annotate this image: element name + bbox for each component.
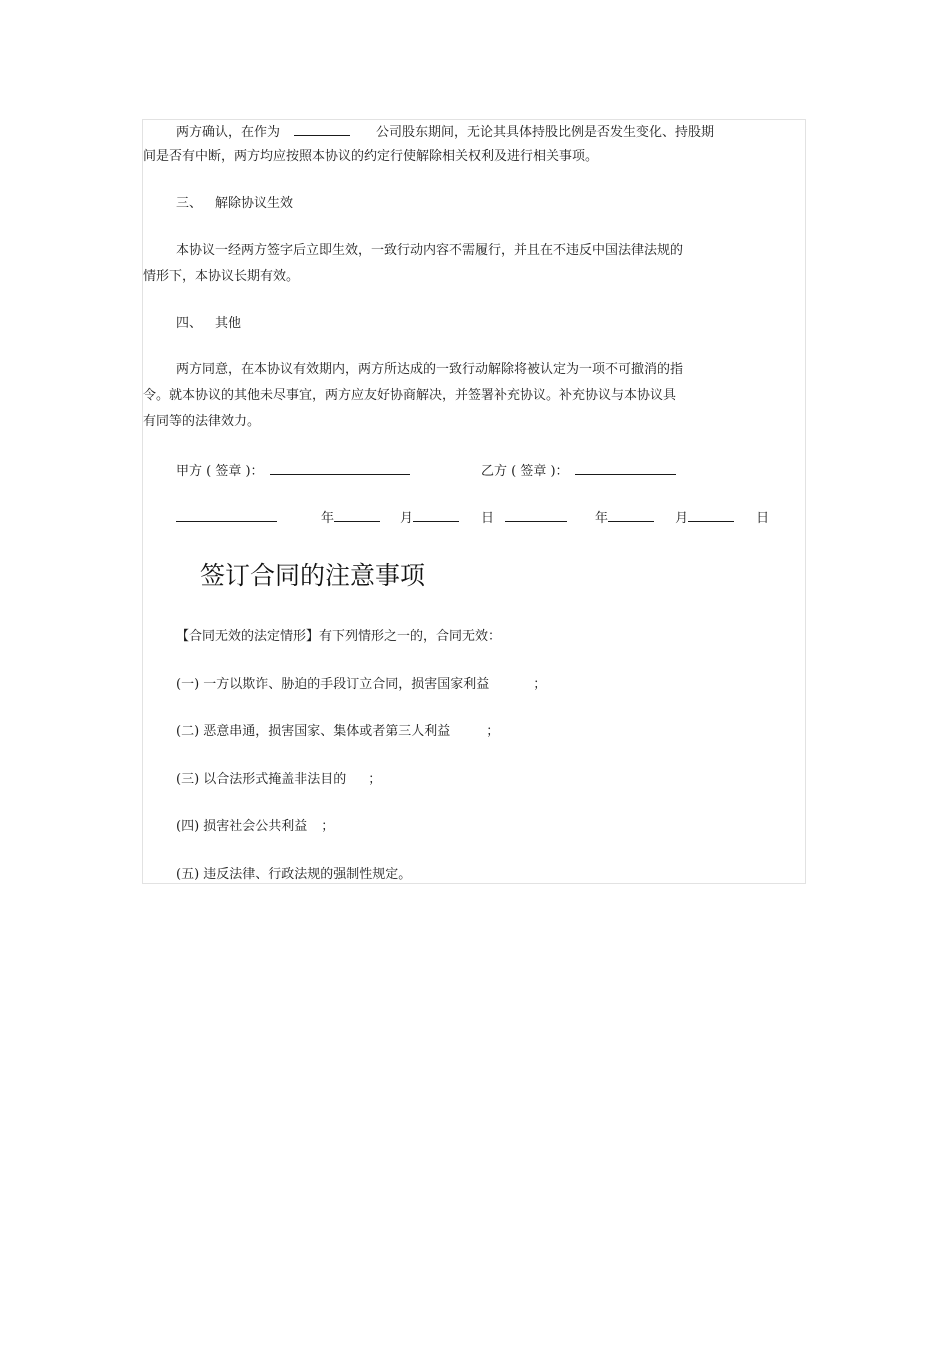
party-b-year-blank (608, 509, 654, 522)
paragraph-1-suffix: 公司股东期间，无论其具体持股比例是否发生变化、持股期 (376, 125, 715, 140)
party-a-year-label: 年 (321, 511, 335, 526)
section-4-heading (176, 316, 241, 332)
notes-item-1 (176, 677, 546, 693)
party-a-year-blank (334, 509, 380, 522)
date-line (176, 509, 769, 527)
notes-item-4-text: (四) 损害社会公共利益 (176, 819, 308, 834)
party-b-date-blank (505, 509, 567, 522)
page-frame (142, 119, 806, 884)
section-4-number: 四、 (176, 316, 203, 331)
notes-item-3-end: ； (368, 772, 382, 787)
party-a-name-blank (176, 509, 277, 522)
paragraph-1-line-2: 间是否有中断，两方均应按照本协议的约定行使解除相关权利及进行相关事项。 (143, 149, 599, 164)
notes-item-1-text: (一) 一方以欺诈、胁迫的手段订立合同，损害国家利益 (176, 677, 490, 692)
notes-title: 签订合同的注意事项 (200, 561, 426, 590)
notes-item-3 (176, 772, 381, 788)
party-b-month-blank (688, 509, 734, 522)
party-b-day-label: 日 (756, 511, 770, 526)
section-4-line-2: 令。就本协议的其他未尽事宜，两方应友好协商解决，并签署补充协议。补充协议与本协议具 (143, 388, 677, 403)
paragraph-1-prefix: 两方确认，在作为 (176, 125, 281, 140)
section-3-line-2: 情形下，本协议长期有效。 (143, 269, 300, 284)
company-name-blank (294, 123, 350, 136)
notes-item-4 (176, 819, 334, 835)
notes-intro: 【合同无效的法定情形】有下列情形之一的，合同无效： (176, 629, 502, 644)
party-b-signature (481, 462, 676, 480)
section-4-line-3: 有同等的法律效力。 (143, 414, 261, 429)
party-b-signature-blank (575, 462, 676, 475)
notes-item-3-text: (三) 以合法形式掩盖非法目的 (176, 772, 347, 787)
section-3-number: 三、 (176, 196, 203, 211)
paragraph-1-line-1 (176, 123, 714, 141)
section-4-line-1: 两方同意，在本协议有效期内，两方所达成的一致行动解除将被认定为一项不可撤消的指 (176, 362, 684, 377)
party-a-month-blank (413, 509, 459, 522)
notes-item-1-end: ； (533, 677, 547, 692)
section-4-title: 其他 (215, 316, 242, 331)
section-3-title: 解除协议生效 (215, 196, 294, 211)
notes-item-2 (176, 724, 499, 740)
party-b-year-label: 年 (595, 511, 609, 526)
notes-item-5 (176, 867, 411, 883)
party-a-month-label: 月 (400, 511, 414, 526)
party-a-label: 甲方 ( 签章 )： (176, 464, 264, 479)
party-b-label: 乙方 ( 签章 )： (481, 464, 569, 479)
notes-item-2-end: ； (486, 724, 500, 739)
notes-item-4-end: ； (321, 819, 335, 834)
notes-item-5-text: (五) 违反法律、行政法规的强制性规定。 (176, 867, 412, 882)
party-a-signature-blank (270, 462, 410, 475)
party-a-signature (176, 462, 410, 480)
section-3-line-1: 本协议一经两方签字后立即生效，一致行动内容不需履行，并且在不违反中国法律法规的 (176, 243, 684, 258)
section-3-heading (176, 196, 293, 212)
party-a-day-label: 日 (481, 511, 495, 526)
party-b-month-label: 月 (675, 511, 689, 526)
notes-item-2-text: (二) 恶意串通，损害国家、集体或者第三人利益 (176, 724, 451, 739)
